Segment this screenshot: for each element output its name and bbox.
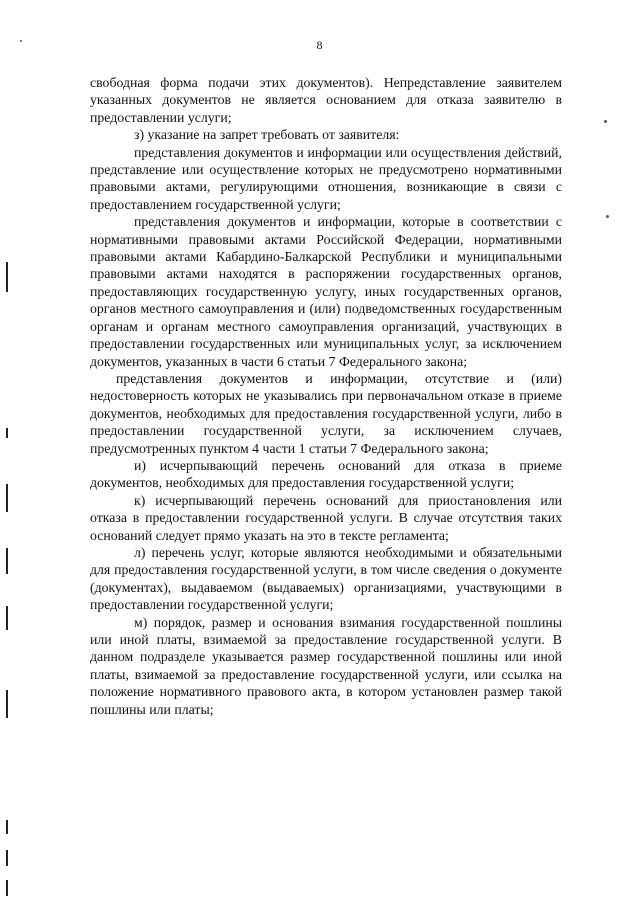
paragraph: свободная форма подачи этих документов). Непредставление заявителем указанных документов не является основанием для отказа заявителю в предоставлении услуги; xyxy=(90,75,562,125)
paragraph: з) указание на запрет требовать от заявителя: xyxy=(134,127,400,143)
paragraph: представления документов и информации, которые в соответствии с нормативными правовыми актами Российской Федерации, нормативными правовыми актами Кабардино-Балкарской Республики и муниципальными правовыми актами находятся в распоряжении государственных органов, предоставляющих государственную услугу, иных государственных органов, органов местного самоуправления и (или) подведомственных государственным органам и органам местного самоуправления организаций, участвующих в предоставлении государственных или муниципальных услуг, за исключением документов, указанных в части 6 статьи 7 Федерального закона; xyxy=(90,214,562,369)
scan-edge-mark xyxy=(6,880,8,896)
scan-edge-mark xyxy=(6,548,8,574)
scan-edge-mark xyxy=(6,690,8,718)
scan-edge-mark xyxy=(6,484,8,512)
scan-edge-mark xyxy=(6,850,8,866)
paragraph: м) порядок, размер и основания взимания государственной пошлины или иной платы, взимаемой за предоставление государственной услуги. В данном подразделе указывается размер государственной пошлины или иной платы, взимаемой за предоставление государственной услуги, или ссылка на положение нормативного правового акта, в котором установлен размер такой пошлины или платы; xyxy=(90,614,562,717)
scan-speck xyxy=(604,120,607,123)
page-number: 8 xyxy=(316,38,323,52)
scan-edge-mark xyxy=(6,820,8,834)
scan-edge-mark xyxy=(6,606,8,630)
document-body xyxy=(90,74,562,718)
scan-edge-mark xyxy=(6,428,8,438)
scan-speck xyxy=(20,40,22,42)
scan-edge-mark xyxy=(6,262,8,292)
scan-speck xyxy=(606,215,609,218)
paragraph: к) исчерпывающий перечень оснований для приостановления или отказа в предоставлении государственной услуги. В случае отсутствия таких оснований следует прямо указать на это в тексте регламента; xyxy=(90,492,562,543)
paragraph: л) перечень услуг, которые являются необходимыми и обязательными для предоставления государственной услуги, в том числе сведения о документе (документах), выдаваемом (выдаваемых) организациями, участвующими в предоставлении государственной услуги; xyxy=(90,544,562,613)
paragraph: и) исчерпывающий перечень оснований для отказа в приеме документов, необходимых для предоставления государственной услуги; xyxy=(90,457,562,491)
paragraph: представления документов и информации или осуществления действий, представление или осуществление которых не предусмотрено нормативными правовыми актами, регулирующими отношения, возникающие в связи с предоставлением государственной услуги; xyxy=(90,144,562,212)
paragraph: представления документов и информации, отсутствие и (или) недостоверность которых не указывались при первоначальном отказе в приеме документов, необходимых для предоставления государственной услуги, либо в предоставлении государственной услуги, за исключением случаев, предусмотренных пунктом 4 части 1 статьи 7 Федерального закона; xyxy=(90,370,562,456)
